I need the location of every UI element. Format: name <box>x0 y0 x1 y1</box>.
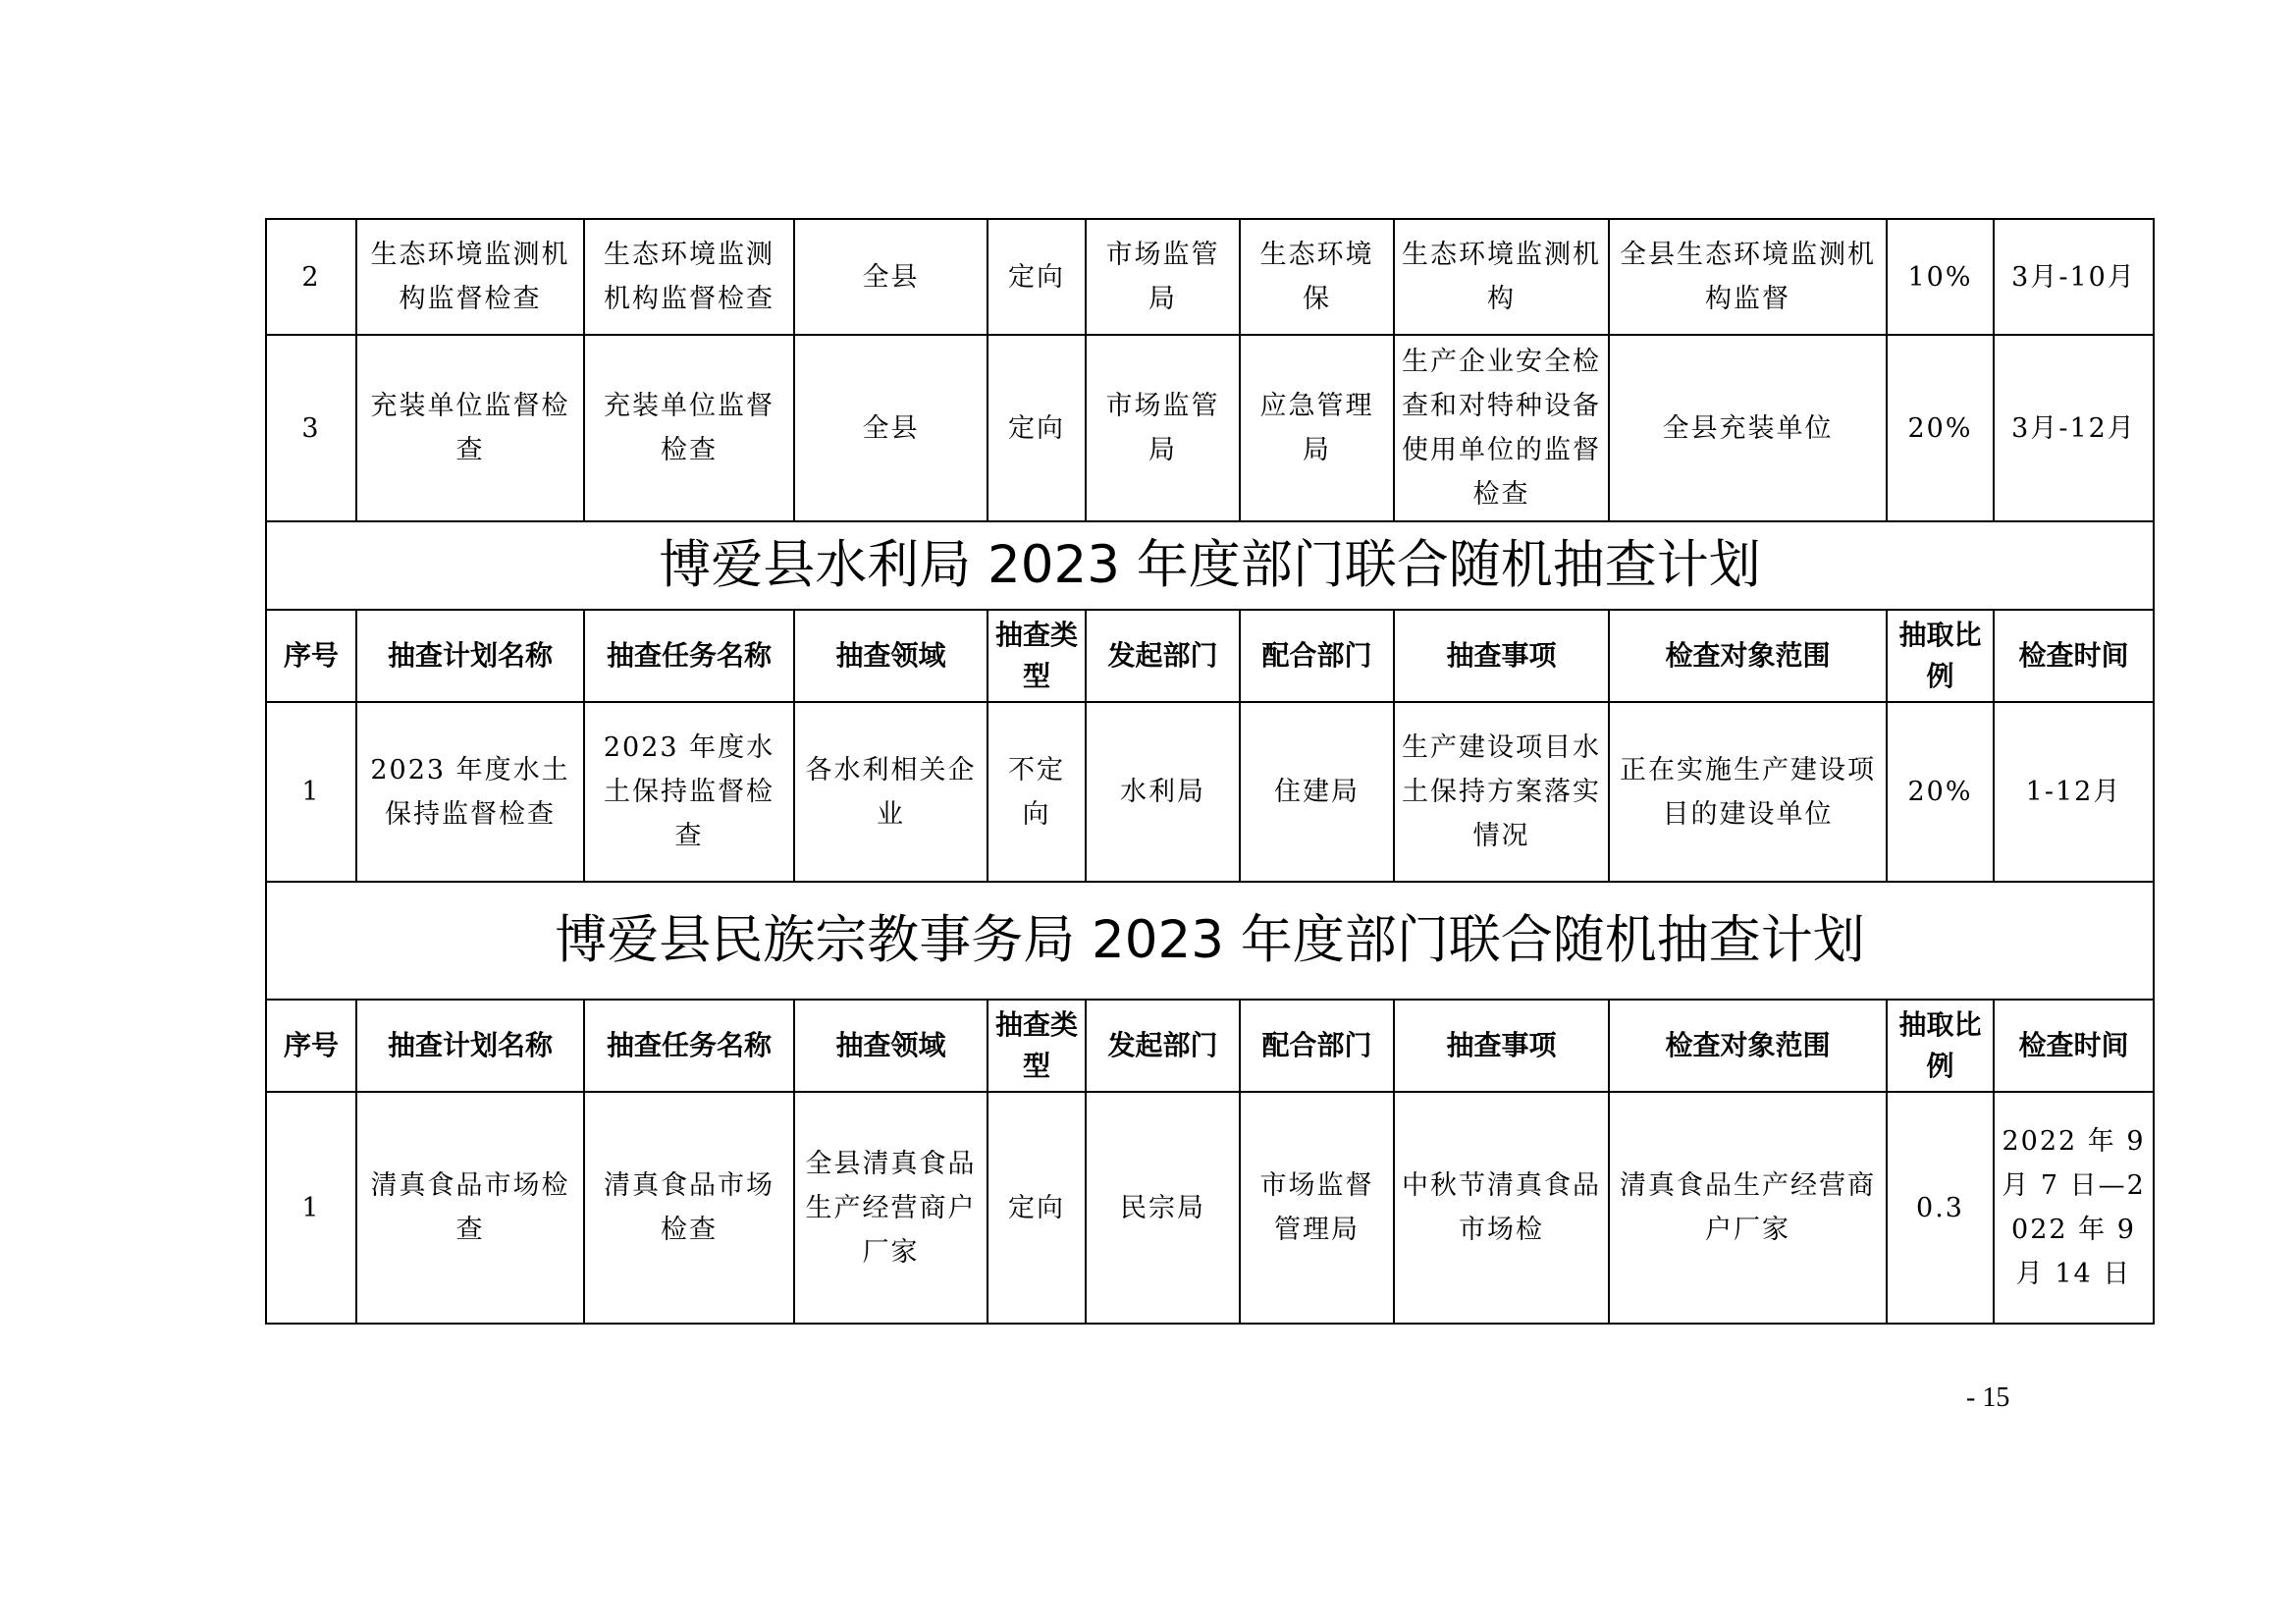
header-type: 抽查类型 <box>988 1000 1086 1092</box>
header-row <box>266 610 2154 702</box>
cell-item: 生产企业安全检查和对特种设备使用单位的监督检查 <box>1394 335 1609 521</box>
cell-initiator: 水利局 <box>1086 702 1240 882</box>
header-task-name: 抽查任务名称 <box>584 610 794 702</box>
table-row <box>266 1092 2154 1324</box>
header-plan-name: 抽查计划名称 <box>356 610 584 702</box>
cell-field: 全县清真食品生产经营商户厂家 <box>794 1092 988 1324</box>
cell-time: 2022 年 9 月 7 日—2022 年 9 月 14 日 <box>1994 1092 2154 1324</box>
cell-task-name: 生态环境监测机构监督检查 <box>584 219 794 335</box>
header-time: 检查时间 <box>1994 1000 2154 1092</box>
cell-partner: 市场监督管理局 <box>1240 1092 1394 1324</box>
header-item: 抽查事项 <box>1394 610 1609 702</box>
cell-item: 中秋节清真食品市场检 <box>1394 1092 1609 1324</box>
table-row <box>266 702 2154 882</box>
cell-field: 全县 <box>794 219 988 335</box>
cell-no: 2 <box>266 219 356 335</box>
cell-initiator: 市场监管局 <box>1086 219 1240 335</box>
cell-task-name: 充装单位监督检查 <box>584 335 794 521</box>
cell-plan-name: 充装单位监督检查 <box>356 335 584 521</box>
cell-partner: 应急管理局 <box>1240 335 1394 521</box>
cell-item: 生产建设项目水土保持方案落实情况 <box>1394 702 1609 882</box>
section-title-ethnic: 博爱县民族宗教事务局 2023 年度部门联合随机抽查计划 <box>266 882 2154 1000</box>
header-partner: 配合部门 <box>1240 1000 1394 1092</box>
header-ratio: 抽取比例 <box>1887 610 1994 702</box>
table-row <box>266 335 2154 521</box>
header-ratio: 抽取比例 <box>1887 1000 1994 1092</box>
cell-task-name: 2023 年度水土保持监督检查 <box>584 702 794 882</box>
header-initiator: 发起部门 <box>1086 1000 1240 1092</box>
cell-initiator: 民宗局 <box>1086 1092 1240 1324</box>
header-row <box>266 1000 2154 1092</box>
page-number: - 15 <box>1966 1382 2010 1413</box>
cell-partner: 住建局 <box>1240 702 1394 882</box>
section-title-row <box>266 882 2154 1000</box>
cell-initiator: 市场监管局 <box>1086 335 1240 521</box>
cell-scope: 全县生态环境监测机构监督 <box>1609 219 1887 335</box>
cell-type: 定向 <box>988 219 1086 335</box>
header-partner: 配合部门 <box>1240 610 1394 702</box>
header-field: 抽查领域 <box>794 1000 988 1092</box>
header-scope: 检查对象范围 <box>1609 610 1887 702</box>
cell-time: 3月-10月 <box>1994 219 2154 335</box>
header-type: 抽查类型 <box>988 610 1086 702</box>
cell-type: 定向 <box>988 335 1086 521</box>
cell-ratio: 20% <box>1887 335 1994 521</box>
cell-partner: 生态环境保 <box>1240 219 1394 335</box>
cell-no: 1 <box>266 1092 356 1324</box>
header-no: 序号 <box>266 1000 356 1092</box>
cell-ratio: 10% <box>1887 219 1994 335</box>
cell-item: 生态环境监测机构 <box>1394 219 1609 335</box>
cell-time: 1-12月 <box>1994 702 2154 882</box>
table-row <box>266 219 2154 335</box>
cell-type: 定向 <box>988 1092 1086 1324</box>
cell-type: 不定向 <box>988 702 1086 882</box>
cell-scope: 清真食品生产经营商户厂家 <box>1609 1092 1887 1324</box>
inspection-plan-table <box>265 218 2155 1325</box>
cell-ratio: 20% <box>1887 702 1994 882</box>
header-no: 序号 <box>266 610 356 702</box>
header-field: 抽查领域 <box>794 610 988 702</box>
header-initiator: 发起部门 <box>1086 610 1240 702</box>
cell-no: 1 <box>266 702 356 882</box>
header-task-name: 抽查任务名称 <box>584 1000 794 1092</box>
cell-time: 3月-12月 <box>1994 335 2154 521</box>
section-title-water: 博爱县水利局 2023 年度部门联合随机抽查计划 <box>266 521 2154 610</box>
cell-scope: 全县充装单位 <box>1609 335 1887 521</box>
cell-task-name: 清真食品市场检查 <box>584 1092 794 1324</box>
cell-plan-name: 2023 年度水土保持监督检查 <box>356 702 584 882</box>
cell-plan-name: 清真食品市场检查 <box>356 1092 584 1324</box>
cell-no: 3 <box>266 335 356 521</box>
header-item: 抽查事项 <box>1394 1000 1609 1092</box>
header-scope: 检查对象范围 <box>1609 1000 1887 1092</box>
cell-ratio: 0.3 <box>1887 1092 1994 1324</box>
cell-plan-name: 生态环境监测机构监督检查 <box>356 219 584 335</box>
section-title-row <box>266 521 2154 610</box>
cell-field: 全县 <box>794 335 988 521</box>
cell-scope: 正在实施生产建设项目的建设单位 <box>1609 702 1887 882</box>
cell-field: 各水利相关企业 <box>794 702 988 882</box>
header-time: 检查时间 <box>1994 610 2154 702</box>
header-plan-name: 抽查计划名称 <box>356 1000 584 1092</box>
